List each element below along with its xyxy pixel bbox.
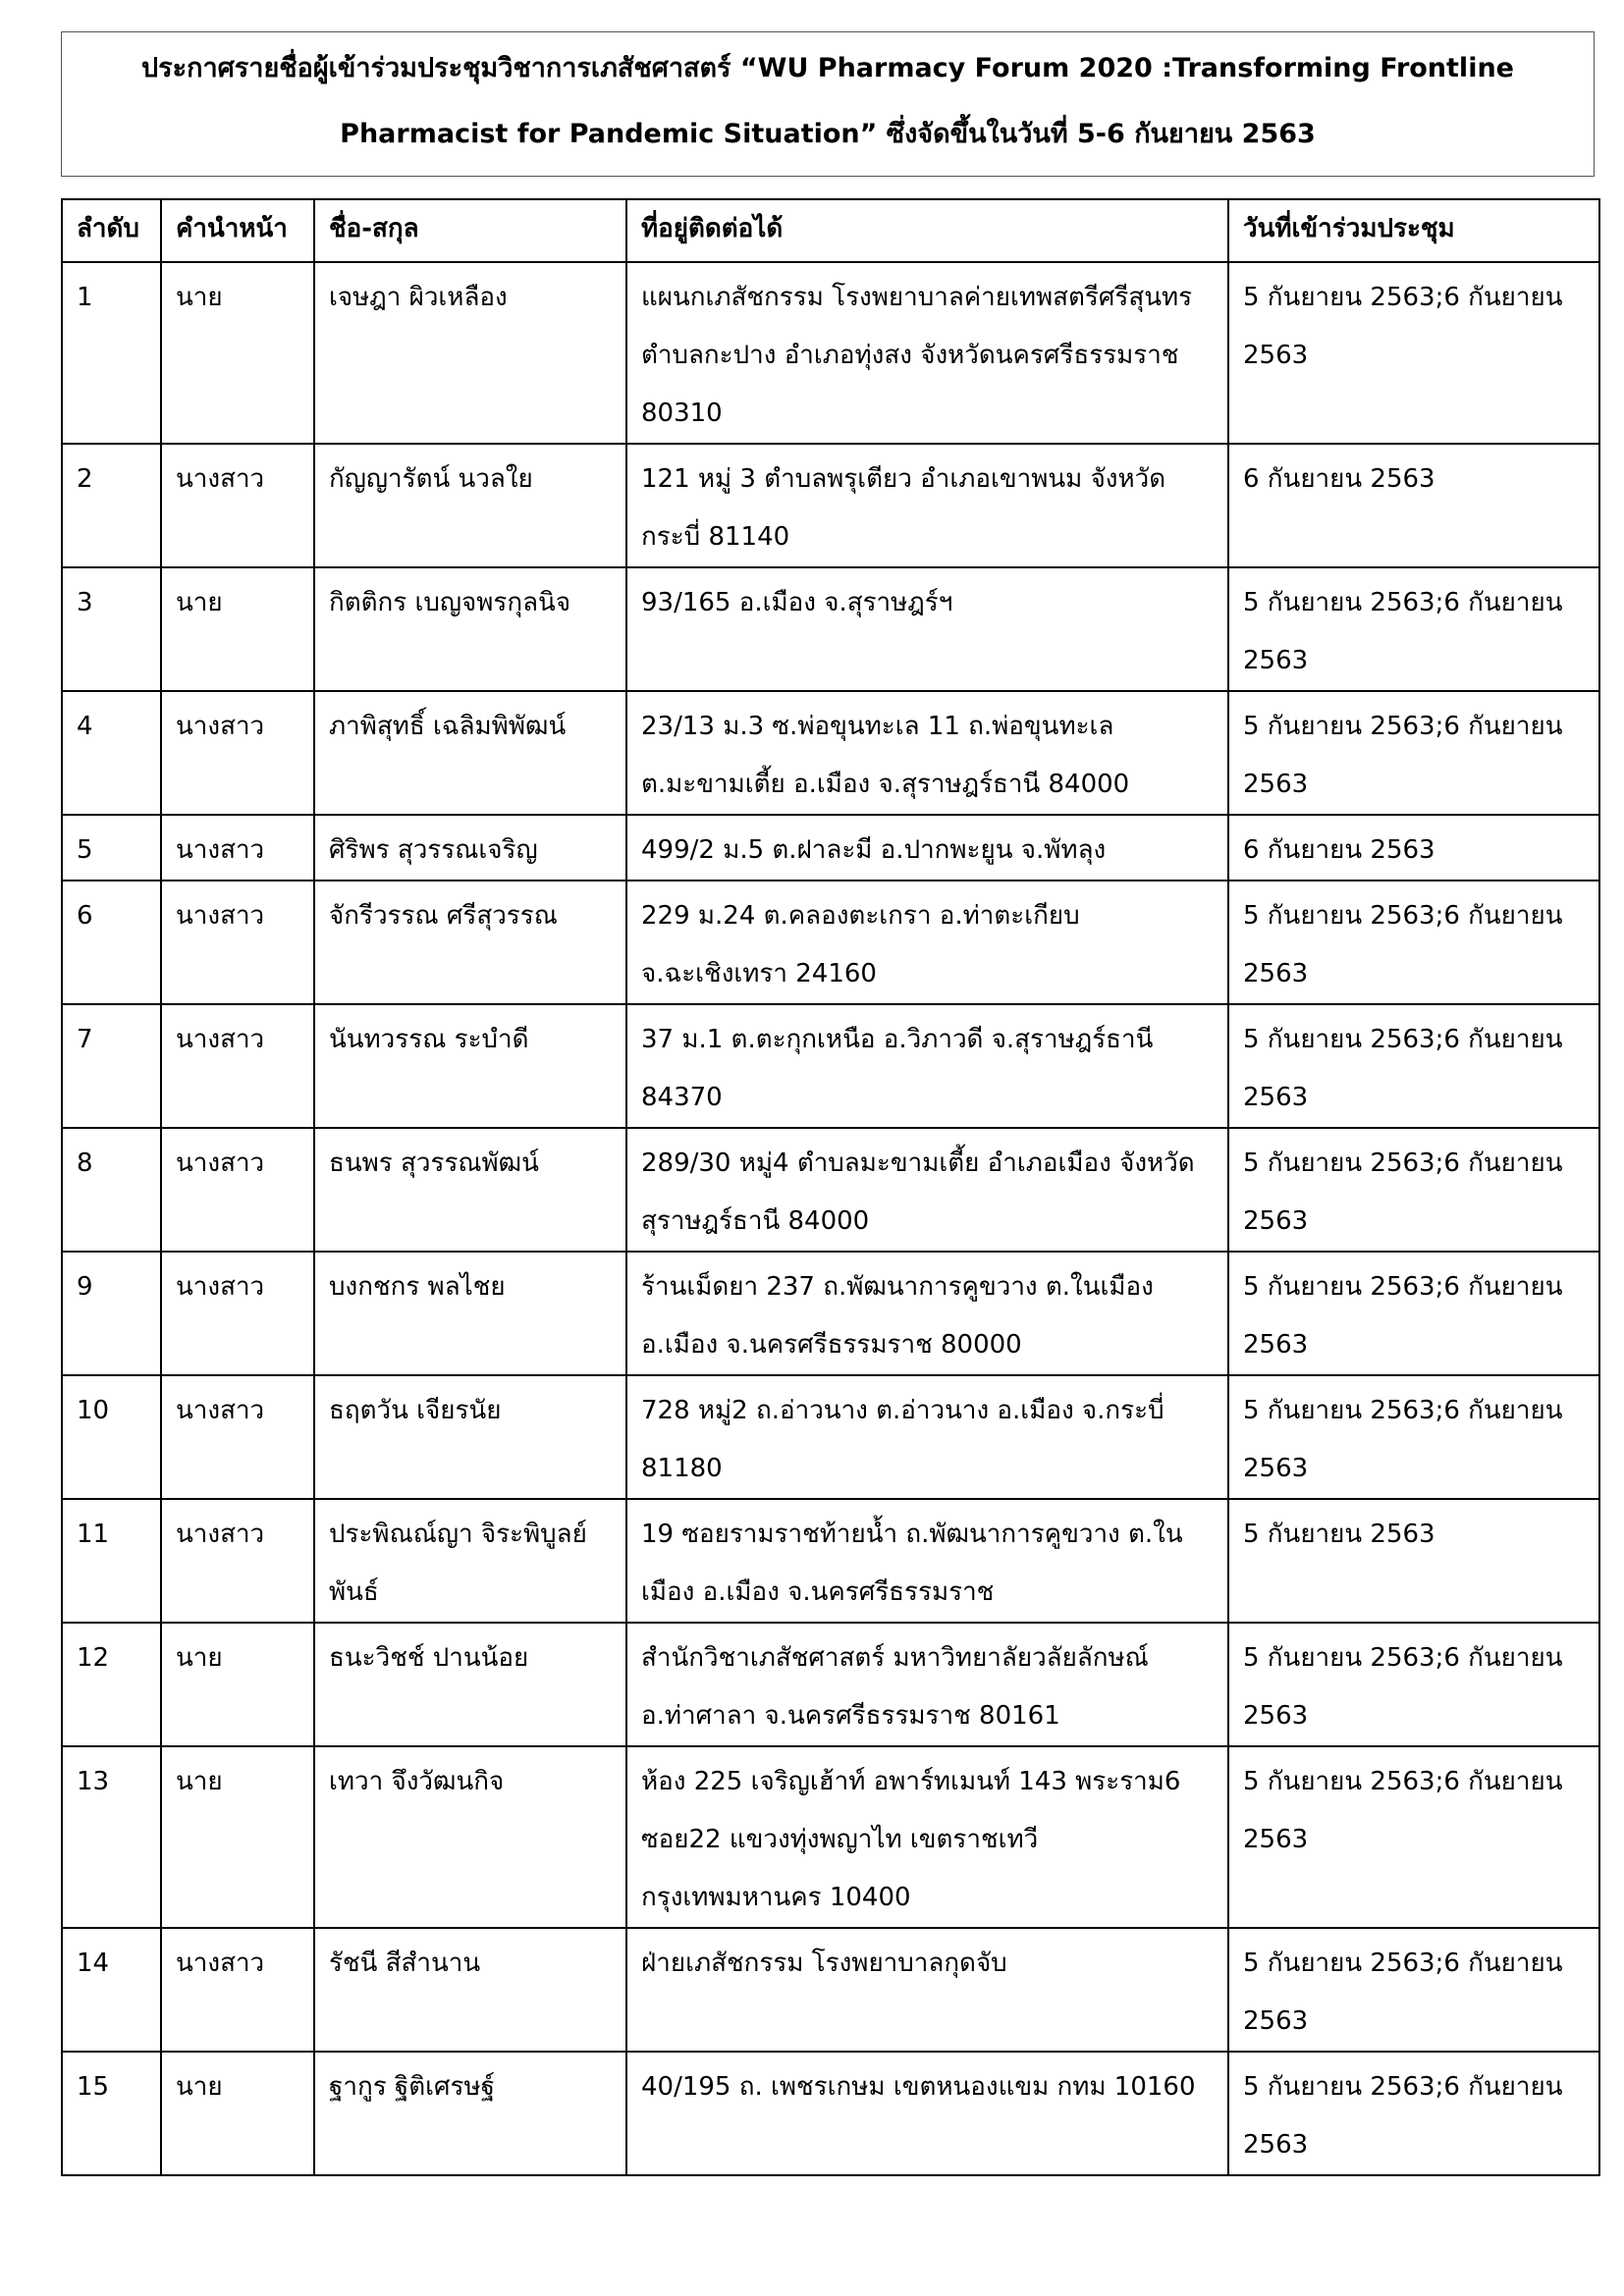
cell-name: ธนพร สุวรรณพัฒน์ [314, 1128, 626, 1252]
cell-order: 2 [62, 444, 161, 567]
cell-address: ฝ่ายเภสัชกรรม โรงพยาบาลกุดจับ [626, 1928, 1228, 2052]
cell-order: 3 [62, 567, 161, 691]
cell-prefix: นางสาว [161, 815, 314, 881]
cell-name: ธฤตวัน เจียรนัย [314, 1375, 626, 1499]
cell-order: 6 [62, 881, 161, 1004]
cell-address: 229 ม.24 ต.คลองตะเกรา อ.ท่าตะเกียบ จ.ฉะเชิงเทรา 24160 [626, 881, 1228, 1004]
cell-name: เจษฎา ผิวเหลือง [314, 262, 626, 444]
cell-dates: 5 กันยายน 2563 [1228, 1499, 1599, 1623]
header-col-dates: วันที่เข้าร่วมประชุม [1228, 199, 1599, 262]
cell-address: ห้อง 225 เจริญเฮ้าท์ อพาร์ทเมนท์ 143 พระราม6 ซอย22 แขวงทุ่งพญาไท เขตราชเทวี กรุงเทพมหานคร 10400 [626, 1746, 1228, 1928]
table-row [62, 691, 1599, 815]
cell-dates: 5 กันยายน 2563;6 กันยายน 2563 [1228, 1746, 1599, 1928]
table-row [62, 1004, 1599, 1128]
cell-address: 19 ซอยรามราชท้ายน้ำ ถ.พัฒนาการคูขวาง ต.ในเมือง อ.เมือง จ.นครศรีธรรมราช [626, 1499, 1228, 1623]
header-col-name: ชื่อ-สกุล [314, 199, 626, 262]
cell-dates: 5 กันยายน 2563;6 กันยายน 2563 [1228, 1004, 1599, 1128]
cell-address: 37 ม.1 ต.ตะกุกเหนือ อ.วิภาวดี จ.สุราษฎร์ธานี 84370 [626, 1004, 1228, 1128]
cell-name: ธนะวิชช์ ปานน้อย [314, 1623, 626, 1746]
table-row [62, 1499, 1599, 1623]
cell-order: 4 [62, 691, 161, 815]
cell-dates: 5 กันยายน 2563;6 กันยายน 2563 [1228, 881, 1599, 1004]
cell-order: 7 [62, 1004, 161, 1128]
cell-dates: 5 กันยายน 2563;6 กันยายน 2563 [1228, 2052, 1599, 2175]
header-col-prefix: คำนำหน้า [161, 199, 314, 262]
cell-name: จักรีวรรณ ศรีสุวรรณ [314, 881, 626, 1004]
cell-address: 93/165 อ.เมือง จ.สุราษฎร์ฯ [626, 567, 1228, 691]
table-row [62, 815, 1599, 881]
title-line-1: ประกาศรายชื่อผู้เข้าร่วมประชุมวิชาการเภสัชศาสตร์ “WU Pharmacy Forum 2020 :Transforming Frontline [141, 53, 1514, 83]
cell-name: กัญญารัตน์ นวลใย [314, 444, 626, 567]
cell-name: ภาพิสุทธิ์ เฉลิมพิพัฒน์ [314, 691, 626, 815]
cell-prefix: นาย [161, 567, 314, 691]
table-row [62, 1746, 1599, 1928]
cell-dates: 5 กันยายน 2563;6 กันยายน 2563 [1228, 262, 1599, 444]
cell-prefix: นางสาว [161, 1252, 314, 1375]
cell-address: ร้านเม็ดยา 237 ถ.พัฒนาการคูขวาง ต.ในเมือง อ.เมือง จ.นครศรีธรรมราช 80000 [626, 1252, 1228, 1375]
cell-name: รัชนี สีสำนาน [314, 1928, 626, 2052]
cell-name: เทวา จึงวัฒนกิจ [314, 1746, 626, 1928]
cell-address: สำนักวิชาเภสัชศาสตร์ มหาวิทยาลัยวลัยลักษณ์ อ.ท่าศาลา จ.นครศรีธรรมราช 80161 [626, 1623, 1228, 1746]
cell-order: 5 [62, 815, 161, 881]
cell-dates: 5 กันยายน 2563;6 กันยายน 2563 [1228, 1128, 1599, 1252]
cell-dates: 6 กันยายน 2563 [1228, 815, 1599, 881]
cell-address: 40/195 ถ. เพชรเกษม เขตหนองแขม กทม 10160 [626, 2052, 1228, 2175]
header-col-order: ลำดับ [62, 199, 161, 262]
cell-name: ฐากูร ฐิติเศรษฐ์ [314, 2052, 626, 2175]
cell-dates: 5 กันยายน 2563;6 กันยายน 2563 [1228, 1252, 1599, 1375]
cell-name: นันทวรรณ ระบำดี [314, 1004, 626, 1128]
cell-dates: 5 กันยายน 2563;6 กันยายน 2563 [1228, 1623, 1599, 1746]
table-row [62, 567, 1599, 691]
cell-dates: 5 กันยายน 2563;6 กันยายน 2563 [1228, 691, 1599, 815]
table-row [62, 1252, 1599, 1375]
table-row [62, 1375, 1599, 1499]
table-row [62, 1128, 1599, 1252]
table-row [62, 1928, 1599, 2052]
cell-order: 1 [62, 262, 161, 444]
cell-prefix: นางสาว [161, 1004, 314, 1128]
cell-name: กิตติกร เบญจพรกุลนิจ [314, 567, 626, 691]
participants-table [61, 198, 1600, 2176]
cell-address: แผนกเภสัชกรรม โรงพยาบาลค่ายเทพสตรีศรีสุนทร ตำบลกะปาง อำเภอทุ่งสง จังหวัดนครศรีธรรมราช 80310 [626, 262, 1228, 444]
cell-prefix: นางสาว [161, 691, 314, 815]
cell-name: ประพิณณ์ญา จิระพิบูลย์พันธ์ [314, 1499, 626, 1623]
cell-prefix: นาย [161, 1746, 314, 1928]
cell-dates: 5 กันยายน 2563;6 กันยายน 2563 [1228, 1375, 1599, 1499]
cell-dates: 5 กันยายน 2563;6 กันยายน 2563 [1228, 567, 1599, 691]
table-row [62, 1623, 1599, 1746]
cell-order: 10 [62, 1375, 161, 1499]
table-row [62, 444, 1599, 567]
cell-address: 289/30 หมู่4 ตำบลมะขามเตี้ย อำเภอเมือง จังหวัดสุราษฎร์ธานี 84000 [626, 1128, 1228, 1252]
title-box [61, 31, 1595, 177]
cell-prefix: นาย [161, 2052, 314, 2175]
header-col-address: ที่อยู่ติดต่อได้ [626, 199, 1228, 262]
cell-address: 499/2 ม.5 ต.ฝาละมี อ.ปากพะยูน จ.พัทลุง [626, 815, 1228, 881]
cell-order: 9 [62, 1252, 161, 1375]
table-row [62, 2052, 1599, 2175]
cell-prefix: นางสาว [161, 1928, 314, 2052]
cell-order: 12 [62, 1623, 161, 1746]
cell-name: บงกชกร พลไชย [314, 1252, 626, 1375]
table-row [62, 881, 1599, 1004]
cell-prefix: นาย [161, 1623, 314, 1746]
cell-dates: 6 กันยายน 2563 [1228, 444, 1599, 567]
table-row [62, 262, 1599, 444]
cell-name: ศิริพร สุวรรณเจริญ [314, 815, 626, 881]
cell-prefix: นางสาว [161, 1499, 314, 1623]
cell-order: 14 [62, 1928, 161, 2052]
cell-prefix: นางสาว [161, 444, 314, 567]
cell-address: 23/13 ม.3 ซ.พ่อขุนทะเล 11 ถ.พ่อขุนทะเล ต.มะขามเตี้ย อ.เมือง จ.สุราษฎร์ธานี 84000 [626, 691, 1228, 815]
cell-order: 13 [62, 1746, 161, 1928]
cell-dates: 5 กันยายน 2563;6 กันยายน 2563 [1228, 1928, 1599, 2052]
cell-prefix: นางสาว [161, 1375, 314, 1499]
cell-prefix: นางสาว [161, 881, 314, 1004]
cell-address: 728 หมู่2 ถ.อ่าวนาง ต.อ่าวนาง อ.เมือง จ.กระบี่ 81180 [626, 1375, 1228, 1499]
title-line-2: Pharmacist for Pandemic Situation” ซึ่งจัดขึ้นในวันที่ 5-6 กันยายน 2563 [340, 119, 1316, 149]
cell-order: 15 [62, 2052, 161, 2175]
cell-prefix: นางสาว [161, 1128, 314, 1252]
cell-address: 121 หมู่ 3 ตำบลพรุเตียว อำเภอเขาพนม จังหวัดกระบี่ 81140 [626, 444, 1228, 567]
cell-prefix: นาย [161, 262, 314, 444]
table-header-row [62, 199, 1599, 262]
cell-order: 8 [62, 1128, 161, 1252]
cell-order: 11 [62, 1499, 161, 1623]
